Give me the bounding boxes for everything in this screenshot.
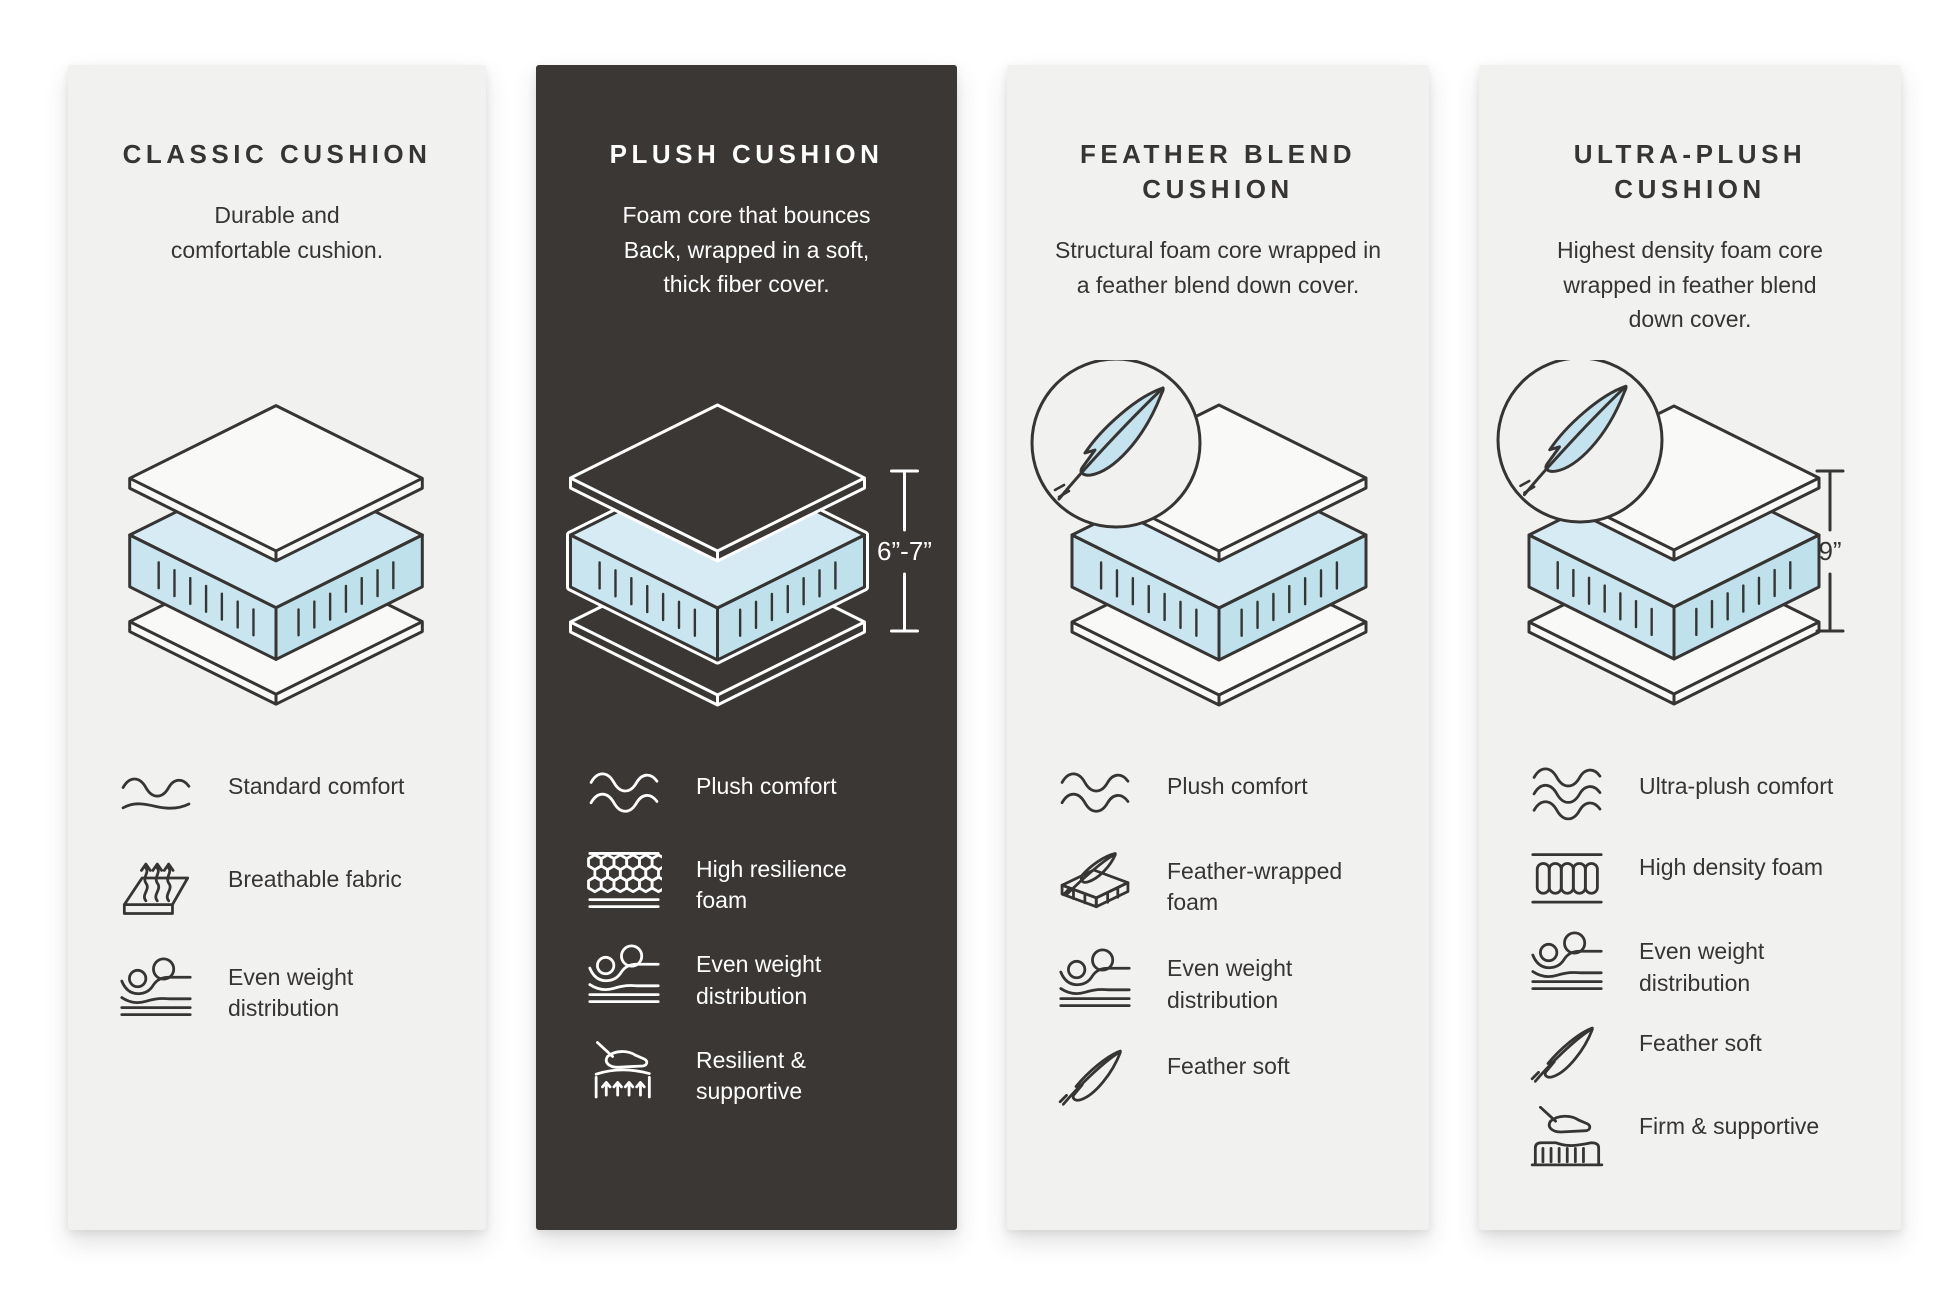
feature-label: Resilient & supportive (696, 1046, 806, 1105)
honeycomb-foam-icon (586, 849, 664, 910)
feature-list (586, 765, 941, 1108)
feature-label: Even weight distribution (696, 951, 822, 1009)
feature-label: Ultra-plush comfort (1639, 773, 1834, 799)
column-ultra-plush-cushion (1479, 65, 1901, 1230)
wave-comfort-icon (586, 766, 664, 822)
feature-row (1529, 1105, 1885, 1169)
feature-row (1057, 1045, 1413, 1107)
feature-row (1529, 1022, 1885, 1084)
wave-comfort-icon (118, 766, 196, 822)
feature-row (586, 848, 941, 917)
feature-list (1057, 765, 1413, 1106)
hand-press-mattress-icon (1529, 1106, 1607, 1169)
feature-row (586, 943, 941, 1012)
feature-label: Feather soft (1639, 1029, 1762, 1056)
feature-label: Even weight distribution (228, 963, 354, 1022)
cushion-layers-diagram (1007, 360, 1429, 720)
feature-label: Plush comfort (1167, 773, 1308, 799)
cushion-layers-diagram (1479, 360, 1901, 720)
feature-row (1057, 850, 1413, 919)
column-title: PLUSH CUSHION (609, 139, 884, 169)
feature-label: Firm & supportive (1639, 1113, 1820, 1140)
feature-row (1529, 846, 1885, 908)
feature-row (1529, 930, 1885, 999)
column-feather-blend-cushion (1007, 65, 1429, 1230)
feature-row (1057, 765, 1413, 822)
cushion-layers-diagram (536, 360, 957, 720)
feature-row (586, 765, 941, 822)
feather-icon (1529, 1023, 1607, 1084)
feature-label: Breathable fabric (228, 865, 402, 892)
column-plush-cushion (536, 65, 957, 1230)
feature-row (118, 858, 470, 920)
thickness-label: 6”-7” (877, 536, 932, 566)
column-title: CLASSIC CUSHION (122, 139, 432, 169)
even-weight-icon (1529, 931, 1607, 992)
feather-wrapped-foam-icon (1057, 851, 1135, 912)
hand-press-arrows-icon (586, 1040, 664, 1101)
feature-label: Even weight distribution (1639, 938, 1765, 996)
feature-row (118, 956, 470, 1025)
wave-comfort-icon (1529, 766, 1607, 824)
feature-label: High resilience foam (696, 855, 847, 914)
column-description: Durable and comfortable cushion. (170, 202, 384, 263)
column-description: Structural foam core wrapped in a feather blend down cover. (1055, 237, 1381, 298)
feature-row (1529, 765, 1885, 824)
feature-list (1529, 765, 1885, 1170)
column-title: FEATHER BLEND CUSHION (1079, 139, 1357, 205)
thickness-label: 9” (1818, 536, 1842, 566)
feature-label: Even weight distribution (1167, 955, 1293, 1013)
feature-label: Feather-wrapped foam (1167, 857, 1343, 916)
feather-badge (1498, 360, 1662, 522)
cushion-layers-diagram (68, 360, 486, 720)
even-weight-icon (1057, 948, 1135, 1009)
column-title: ULTRA-PLUSH CUSHION (1573, 139, 1807, 205)
feature-row (586, 1039, 941, 1108)
feature-label: Standard comfort (228, 773, 405, 799)
even-weight-icon (586, 944, 664, 1005)
column-description: Foam core that bounces Back, wrapped in a soft, thick fiber cover. (622, 202, 871, 298)
feature-label: Feather soft (1167, 1052, 1290, 1079)
feather-badge (1032, 360, 1200, 527)
column-description: Highest density foam core wrapped in feather blend down cover. (1557, 237, 1823, 333)
breathable-fabric-icon (118, 859, 196, 920)
feather-icon (1057, 1046, 1135, 1107)
feature-label: Plush comfort (696, 773, 837, 799)
high-density-foam-icon (1529, 847, 1607, 908)
wave-comfort-icon (1057, 766, 1135, 822)
feature-list (118, 765, 470, 1025)
feature-row (1057, 947, 1413, 1016)
even-weight-icon (118, 957, 196, 1018)
column-classic-cushion (68, 65, 486, 1230)
feature-row (118, 765, 470, 822)
feature-label: High density foam (1639, 854, 1824, 881)
